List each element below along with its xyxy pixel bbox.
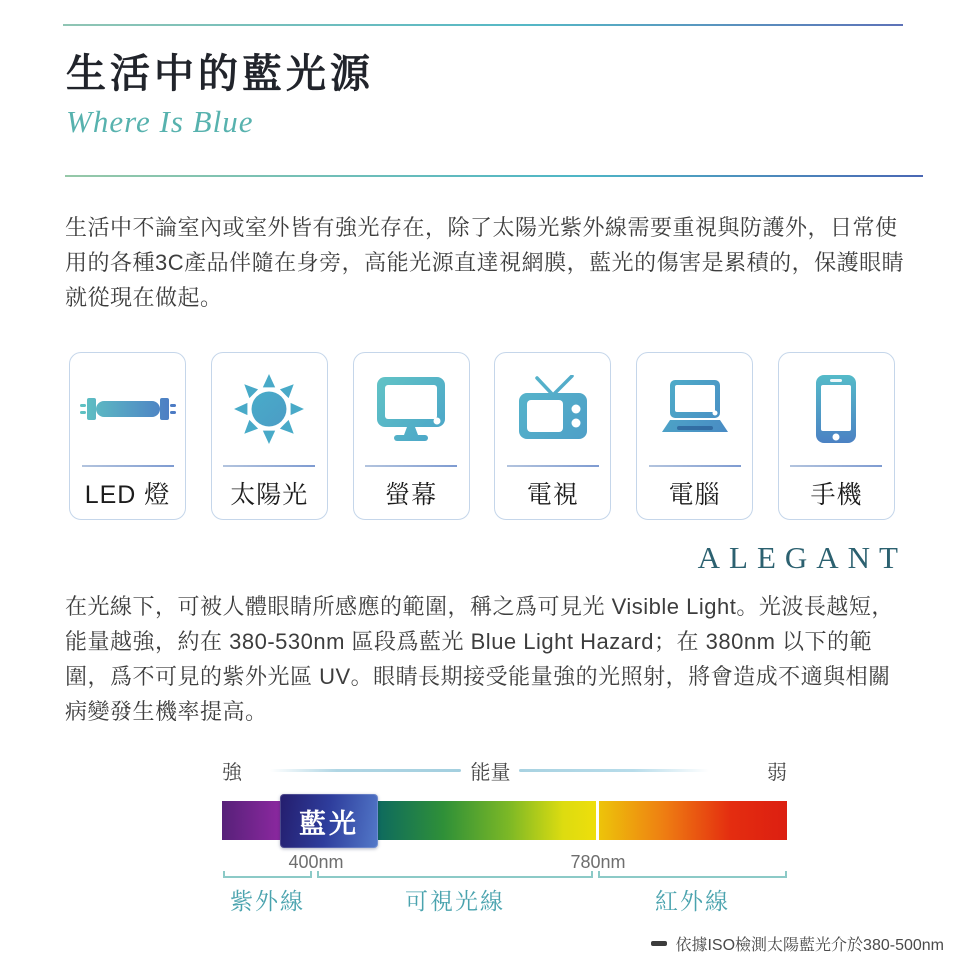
- led-tube-icon: [70, 353, 185, 465]
- tv-icon: [495, 353, 610, 465]
- visible-light-paragraph: 在光線下，可被人體眼睛所感應的範圍，稱之爲可見光 Visible Light。光波長越短，能量越強，約在 380-530nm 區段爲藍光 Blue Light Hazard；在 380nm 以下的範圍，爲不可見的紫外光區 UV。眼睛長期接受能量強的光照射，將會造成不適與相關病變發生機率提高。: [65, 594, 894, 724]
- page-title: 生活中的藍光源: [66, 51, 374, 96]
- energy-strong-label: 強: [222, 761, 242, 784]
- wavelength-tick-400: 400nm: [288, 852, 344, 872]
- header-rule: [63, 24, 903, 26]
- title-divider: [65, 175, 923, 177]
- source-card-sun: [211, 352, 328, 520]
- infrared-band: [599, 801, 787, 840]
- blue-light-sources: [69, 352, 895, 520]
- energy-label: 能量: [470, 761, 511, 784]
- energy-axis: [222, 758, 787, 782]
- footnote: [651, 932, 944, 955]
- source-label: 螢幕: [385, 481, 438, 509]
- energy-line-right: [519, 769, 710, 772]
- source-card-laptop: [636, 352, 753, 520]
- source-label: 手機: [810, 481, 863, 509]
- source-label: 電腦: [668, 481, 721, 509]
- source-label: LED 燈: [84, 481, 171, 509]
- monitor-icon: [354, 353, 469, 465]
- infrared-bracket: [598, 871, 787, 878]
- smartphone-icon: [779, 353, 894, 465]
- dash-icon: [651, 941, 667, 946]
- uv-bracket: [223, 871, 312, 878]
- visible-bracket: [317, 871, 593, 878]
- uv-band-label: 紫外線: [230, 888, 305, 914]
- brand-logo: ALEGANT: [697, 540, 907, 575]
- source-label: 太陽光: [230, 481, 309, 509]
- source-card-led: [69, 352, 186, 520]
- visible-band-label: 可視光線: [405, 888, 505, 914]
- energy-line-left: [270, 769, 461, 772]
- intro-paragraph: 生活中不論室內或室外皆有強光存在，除了太陽光紫外線需要重視與防護外，日常使用的各種3C產品伴隨在身旁，高能光源直達視網膜，藍光的傷害是累積的，保護眼睛就從現在做起。: [65, 215, 905, 310]
- source-label: 電視: [526, 481, 579, 509]
- sun-icon: [212, 353, 327, 465]
- laptop-icon: [637, 353, 752, 465]
- source-card-smartphone: [778, 352, 895, 520]
- blue-light-badge: 藍光: [280, 794, 378, 848]
- source-card-monitor: [353, 352, 470, 520]
- wavelength-tick-780: 780nm: [570, 852, 626, 872]
- source-card-tv: [494, 352, 611, 520]
- energy-weak-label: 弱: [767, 761, 787, 784]
- infrared-band-label: 紅外線: [655, 888, 730, 914]
- footnote-text: 依據ISO檢測太陽藍光介於380-500nm: [675, 937, 944, 954]
- visible-band: [378, 801, 596, 840]
- page-subtitle: Where Is Blue: [66, 104, 254, 139]
- uv-band: [222, 801, 281, 840]
